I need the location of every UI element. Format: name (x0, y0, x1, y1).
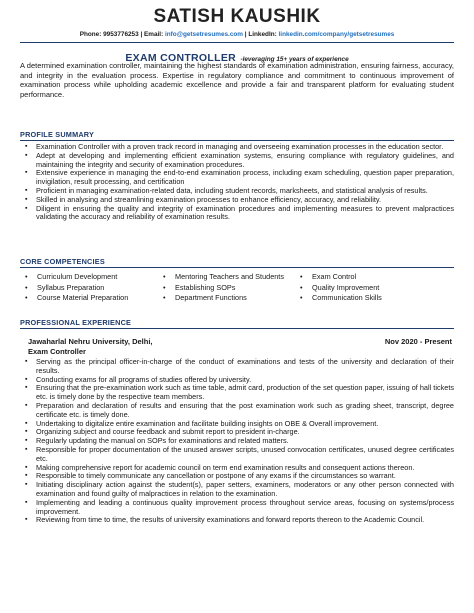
list-item: ▪ Undertaking to digitalize entire examination and facilitate building insights on OBE & Overall improvement. (20, 420, 454, 429)
list-item: ▪ Organizing subject and course feedback and submit report to president in-charge. (20, 428, 454, 437)
competency-item: • Course Material Preparation (20, 293, 128, 304)
list-item: ▪ Responsible for proper documentation of the unused answer scripts, unused convocation certificates, unused degree certificates etc. (20, 446, 454, 464)
role-title: EXAM CONTROLLER (125, 52, 237, 64)
employment-dates: Nov 2020 - Present (384, 337, 452, 346)
competency-item: • Syllabus Preparation (20, 283, 128, 294)
linkedin-label: LinkedIn: (248, 31, 277, 38)
job-title: Exam Controller (28, 347, 86, 356)
list-item: ▪ Ensuring that the pre-examination work such as time table, admit card, production of the set question paper, issuing of hall tickets etc. is timely done by the respective team members. (20, 384, 454, 402)
list-item: ▪ Extensive experience in managing the end-to-end examination process, including exam scheduling, question paper preparation, invigilation, result processing, and certification (20, 169, 454, 187)
candidate-name: SATISH KAUSHIK (153, 6, 321, 27)
list-item: ▪ Proficient in managing examination-related data, including student records, marksheets, and statistical analysis of results. (20, 187, 454, 196)
phone-label: Phone: (79, 31, 102, 38)
competency-item: • Mentoring Teachers and Students (158, 272, 284, 283)
contact-separator: | (140, 31, 143, 38)
contact-line (0, 31, 474, 38)
competency-column (20, 272, 128, 304)
list-item: ▪ Examination Controller with a proven track record in managing and overseeing examination processes in the education sector. (20, 143, 454, 152)
list-item: ▪ Reviewing from time to time, the results of university examinations and forward reports thereon to the Academic Council. (20, 516, 454, 525)
linkedin-link[interactable]: linkedin.com/company/getsetresumes (278, 31, 395, 38)
list-item: ▪ Making comprehensive report for academic council on term end examination results and consequent actions thereon. (20, 464, 454, 473)
contact-separator: | (244, 31, 247, 38)
core-competencies-heading: CORE COMPETENCIES (20, 257, 454, 268)
email-link[interactable]: info@getsetresumes.com (165, 31, 243, 38)
competency-column (158, 272, 284, 304)
competency-item: • Department Functions (158, 293, 284, 304)
profile-summary-heading: PROFILE SUMMARY (20, 130, 454, 141)
profile-summary-list (20, 143, 454, 222)
competency-item: • Quality Improvement (295, 283, 382, 294)
list-item: ▪ Preparation and declaration of results and ensuring that the post examination work such as grading sheet, transcript, degree certificate etc. is timely done. (20, 402, 454, 420)
competency-item: • Exam Control (295, 272, 382, 283)
list-item: ▪ Serving as the principal officer-in-charge of the conduct of examinations and tests of the university and declaration of their results. (20, 358, 454, 376)
employer-name: Jawaharlal Nehru University, Delhi, (28, 337, 153, 346)
experience-list (20, 358, 454, 525)
list-item: ▪ Diligent in ensuring the quality and integrity of examination procedures and implementing measures to prevent malpractices validating the accuracy and reliability of examination results. (20, 205, 454, 223)
competency-column (295, 272, 382, 304)
role-tagline: -leveraging 15+ years of experience (240, 56, 349, 63)
list-item: ▪ Implementing and leading a continuous quality improvement process throughout service areas, focusing on systems/process improvement. (20, 499, 454, 517)
competency-item: • Establishing SOPs (158, 283, 284, 294)
email-label: Email: (144, 31, 164, 38)
list-item: ▪ Regularly updating the manual on SOPs for examinations and related matters. (20, 437, 454, 446)
phone-number: 9953776253 (103, 31, 139, 38)
list-item: ▪ Adept at developing and implementing efficient examination systems, ensuring compliance with regulatory guidelines, and maintaining the integrity and security of examination procedures. (20, 152, 454, 170)
experience-heading: PROFESSIONAL EXPERIENCE (20, 318, 454, 329)
list-item: ▪ Responsible to timely communicate any cancellation or postpone of any exams if the circumstances so warrant. (20, 472, 454, 481)
list-item: ▪ Conducting exams for all programs of studies offered by university. (20, 376, 454, 385)
list-item: ▪ Skilled in analysing and streamlining examination processes to enhance efficiency, accuracy, and reliability. (20, 196, 454, 205)
list-item: ▪ Initiating disciplinary action against the student(s), paper setters, examiners, moderators or any other person connected with examination and found guilty of malpractices in relation to the examination. (20, 481, 454, 499)
header-divider (20, 42, 454, 43)
competency-item: • Communication Skills (295, 293, 382, 304)
summary-paragraph: A determined examination controller, maintaining the highest standards of examination administration, ensuring fairness, accuracy, and integrity in the evaluation process. Expertise in regulatory compliance and commitment to continuous improvement of examination process while upholding academic excellence and provide a fair and transparent platform for evaluating student performance. (20, 61, 454, 99)
competency-item: • Curriculum Development (20, 272, 128, 283)
